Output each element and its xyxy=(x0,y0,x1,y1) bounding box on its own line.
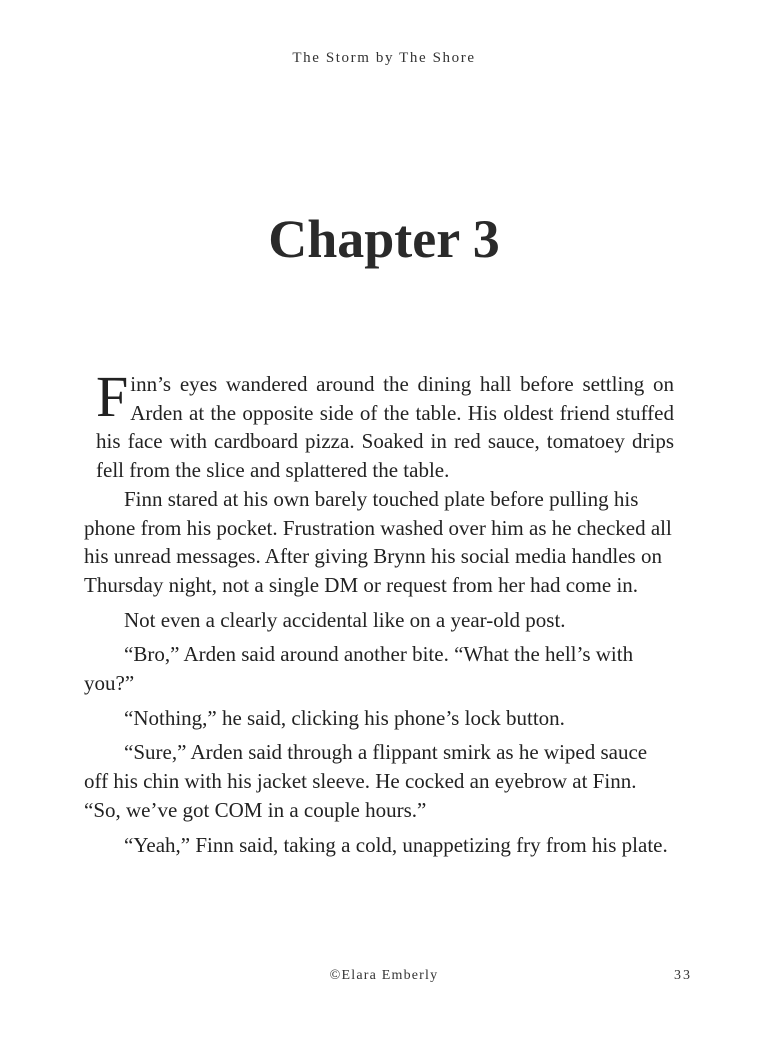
footer-copyright: ©Elara Emberly xyxy=(329,968,439,983)
paragraph-7: “Yeah,” Finn said, taking a cold, unappetizing fry from his plate. xyxy=(124,832,668,857)
paragraph-6: “Sure,” Arden said through a flippant smirk as he wiped sauce off his chin with his jacket sleeve. He cocked an eyebrow at Finn. “So, we’ve got COM in a couple hours.” xyxy=(84,740,648,822)
paragraph-2: Finn stared at his own barely touched plate before pulling his phone from his pocket. Frustration washed over him as he checked all his unread messages. After giving Brynn his social media handles on Thursday night, not a single DM or request from her had come in. xyxy=(84,486,672,597)
paragraph-3: Not even a clearly accidental like on a year-old post. xyxy=(124,607,566,632)
paragraph-1 xyxy=(84,364,674,485)
drop-cap: F xyxy=(96,364,129,429)
chapter-body xyxy=(84,364,674,859)
paragraph-4: “Bro,” Arden said around another bite. “What the hell’s with you?” xyxy=(84,642,634,696)
running-header-title: The Storm by The Shore xyxy=(292,50,476,66)
page-number: 33 xyxy=(674,968,692,983)
paragraph-1-text: inn’s eyes wandered around the dining hall before settling on Arden at the opposite side of the table. His oldest friend stuffed his face with cardboard pizza. Soaked in red sauce, tomatoey drips fell from the slice and splattered the table. xyxy=(96,372,674,483)
paragraph-5: “Nothing,” he said, clicking his phone’s lock button. xyxy=(124,705,565,730)
chapter-title: Chapter 3 xyxy=(268,209,500,269)
